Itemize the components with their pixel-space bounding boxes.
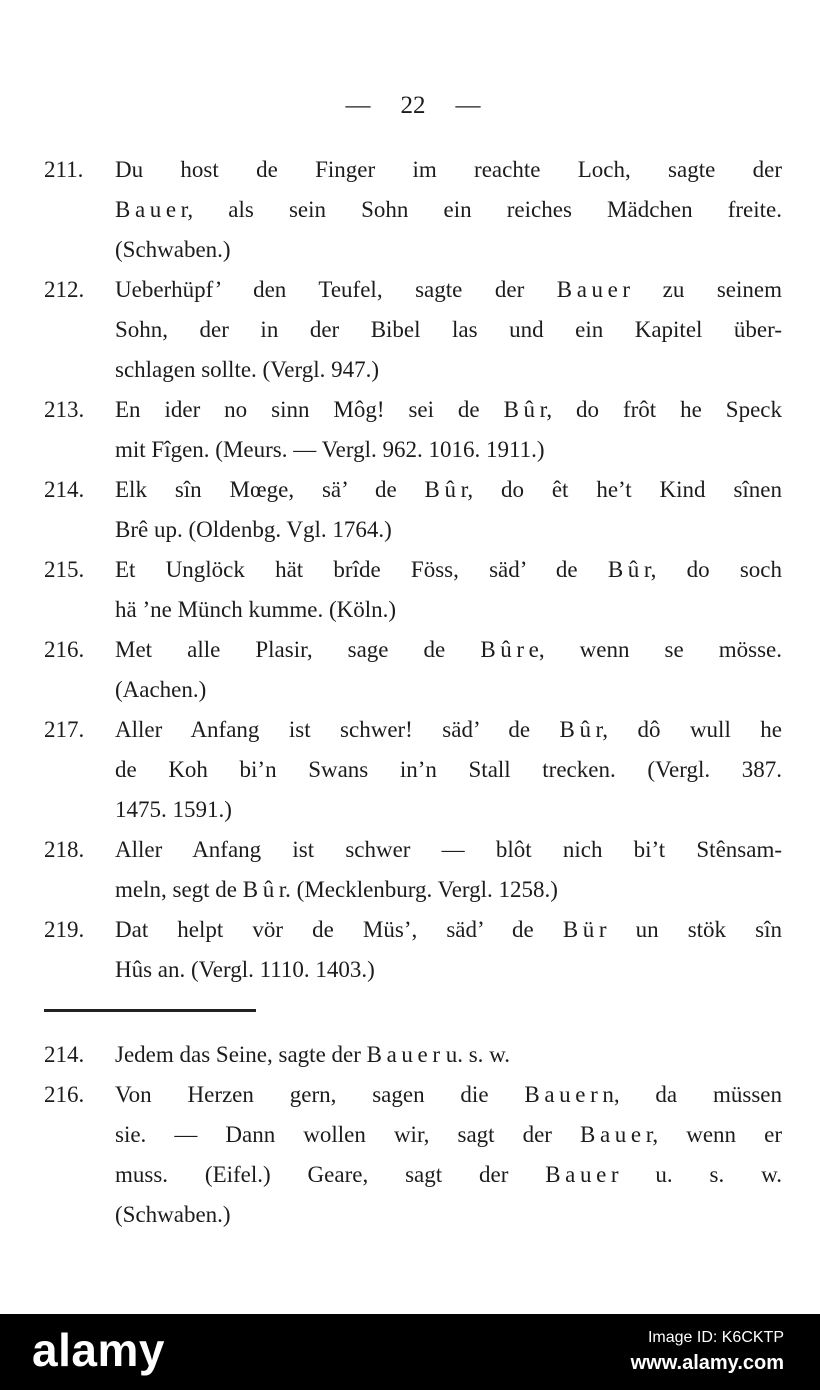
proverb-entry [44, 910, 782, 990]
entry-text [115, 390, 782, 470]
entry-text [115, 630, 782, 710]
entry-text-line: Met alle Plasir, sage de B û r e, wenn se mösse. [115, 637, 782, 662]
entry-number: 217. [44, 717, 85, 742]
entry-text-line: Elk sîn Mœge, sä’ de B û r, do êt he’t Kind sînen [115, 477, 782, 502]
footnote-entry [44, 1075, 782, 1235]
entry-text [115, 1075, 782, 1235]
entry-number: 212. [44, 277, 85, 302]
entry-text [115, 470, 782, 550]
entry-text-line: meln, segt de B û r. (Mecklenburg. Vergl. 1258.) [115, 877, 558, 902]
entry-text-line: mit Fîgen. (Meurs. — Vergl. 962. 1016. 1911.) [115, 437, 545, 462]
alamy-logo: alamy [32, 1324, 165, 1376]
entry-text-line: schlagen sollte. (Vergl. 947.) [115, 357, 380, 382]
watermark-bar [0, 1314, 820, 1390]
entry-text-line: Sohn, der in der Bibel las und ein Kapitel über- [115, 317, 782, 342]
proverb-entry [44, 830, 782, 910]
page-header [44, 86, 782, 126]
entry-text-line: Ueberhüpf’ den Teufel, sagte der B a u e r zu seinem [115, 277, 782, 302]
entry-number: 213. [44, 397, 85, 422]
entry-text [115, 550, 782, 630]
entry-text-line: Aller Anfang ist schwer! säd’ de B û r, dô wull he [115, 717, 782, 742]
entry-text-line: muss. (Eifel.) Geare, sagt der B a u e r u. s. w. [115, 1162, 782, 1187]
footnote-list [44, 1035, 782, 1235]
entry-number: 211. [44, 157, 84, 182]
entry-text-line: sie. — Dann wollen wir, sagt der B a u e r, wenn er [115, 1122, 782, 1147]
entry-text [115, 830, 782, 910]
entry-text-line: Hûs an. (Vergl. 1110. 1403.) [115, 957, 375, 982]
entry-text-line: 1475. 1591.) [115, 797, 232, 822]
proverb-entry [44, 550, 782, 630]
entry-text-line: Et Unglöck hät brîde Föss, säd’ de B û r, do soch [115, 557, 782, 582]
header-dash-left: — [345, 92, 371, 119]
entry-number: 216. [44, 637, 85, 662]
entry-text [115, 150, 782, 270]
entry-number: 214. [44, 477, 85, 502]
entry-text-line: (Schwaben.) [115, 237, 231, 262]
entry-number: 216. [44, 1082, 85, 1107]
section-divider [44, 1009, 256, 1012]
entry-text [115, 710, 782, 830]
entry-number: 215. [44, 557, 85, 582]
footnote-entry [44, 1035, 782, 1075]
alamy-url: www.alamy.com [630, 1352, 784, 1374]
image-id: Image ID: K6CKTP [647, 1329, 784, 1346]
proverb-entry [44, 390, 782, 470]
entry-number: 219. [44, 917, 85, 942]
entry-text-line: En ider no sinn Môg! sei de B û r, do frôt he Speck [115, 397, 782, 422]
proverb-entry [44, 470, 782, 550]
entry-text-line: Aller Anfang ist schwer — blôt nich bi’t Stênsam- [115, 837, 782, 862]
entry-text-line: Dat helpt vör de Müs’, säd’ de B ü r un stök sîn [115, 917, 782, 942]
entry-text [115, 910, 782, 990]
entry-text-line: Von Herzen gern, sagen die B a u e r n, da müssen [115, 1082, 782, 1107]
entry-text-line: (Aachen.) [115, 677, 207, 702]
entry-text-line: B a u e r, als sein Sohn ein reiches Mädchen freite. [115, 197, 782, 222]
proverb-list [44, 150, 782, 990]
proverb-entry [44, 630, 782, 710]
entry-text-line: de Koh bi’n Swans in’n Stall trecken. (Vergl. 387. [115, 757, 782, 782]
header-dash-right: — [455, 92, 481, 119]
page-number: 22 [400, 92, 426, 119]
entry-text-line: Brê up. (Oldenbg. Vgl. 1764.) [115, 517, 392, 542]
entry-text-line: hä ’ne Münch kumme. (Köln.) [115, 597, 397, 622]
entry-number: 214. [44, 1042, 85, 1067]
entry-text-line: Jedem das Seine, sagte der B a u e r u. s. w. [115, 1042, 511, 1067]
proverb-entry [44, 710, 782, 830]
proverb-entry [44, 150, 782, 270]
watermark-info [631, 1329, 784, 1375]
entry-text [115, 1035, 782, 1075]
entry-text [115, 270, 782, 390]
entry-text-line: (Schwaben.) [115, 1202, 231, 1227]
entry-text-line: Du host de Finger im reachte Loch, sagte der [115, 157, 782, 182]
proverb-entry [44, 270, 782, 390]
entry-number: 218. [44, 837, 85, 862]
